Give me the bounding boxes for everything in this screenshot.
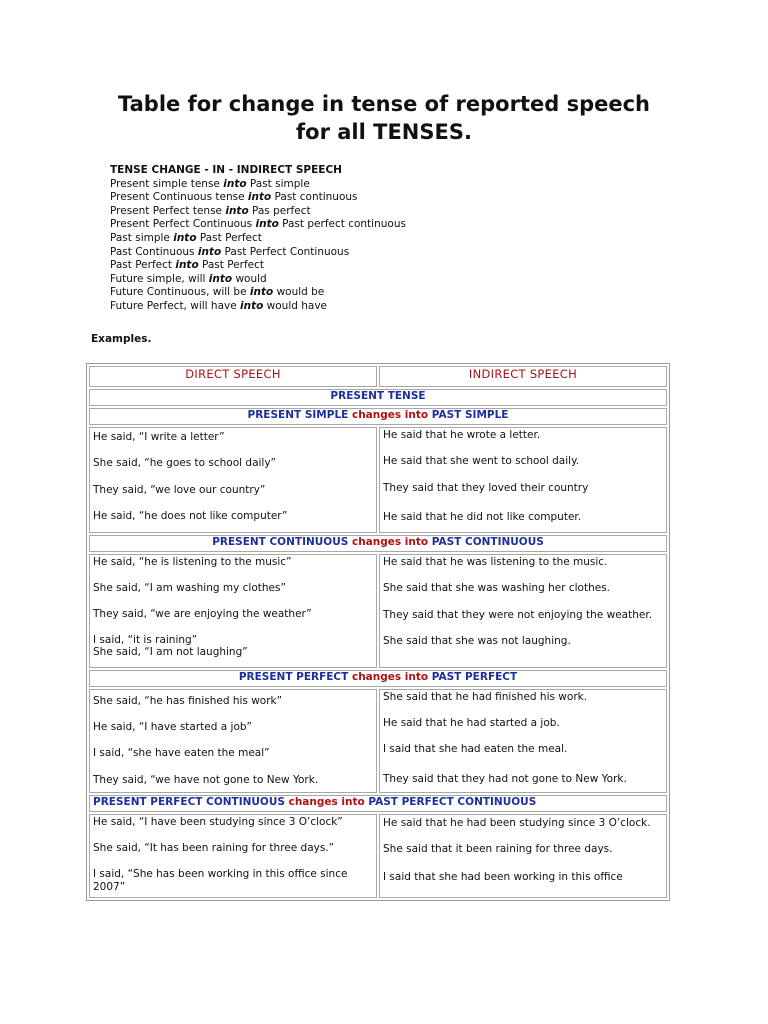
rule-to: would have	[266, 299, 328, 312]
group-heading	[89, 795, 667, 812]
rule-line	[110, 218, 406, 232]
indirect-speech-header: INDIRECT SPEECH	[379, 366, 667, 387]
changes-into: changes into	[351, 536, 429, 548]
indirect-sentence: He said that he had been studying since 3 O’clock.	[383, 817, 651, 829]
tense-to: PAST PERFECT	[431, 671, 518, 683]
direct-cell	[89, 554, 377, 668]
group-heading	[89, 408, 667, 425]
into-word: into	[249, 286, 274, 299]
indirect-sentence: He said that he wrote a letter.	[383, 429, 541, 441]
direct-sentence: He said, “I have started a job”	[93, 721, 252, 733]
group-heading-row	[89, 408, 667, 425]
group-heading	[89, 535, 667, 552]
tense-from: PRESENT SIMPLE	[247, 409, 349, 421]
into-word: into	[240, 299, 264, 312]
title-line-1: Table for change in tense of reported speech	[118, 92, 650, 116]
section-row	[89, 389, 667, 406]
rule-line	[110, 178, 406, 192]
direct-cell	[89, 427, 377, 533]
title-line-2: for all TENSES.	[296, 120, 472, 144]
rule-line	[110, 205, 406, 219]
into-word: into	[247, 191, 272, 204]
indirect-cell	[379, 554, 667, 668]
group-heading-row	[89, 670, 667, 687]
direct-speech-header: DIRECT SPEECH	[89, 366, 377, 387]
tense-to: PAST PERFECT CONTINUOUS	[368, 796, 537, 808]
rule-to: would	[235, 272, 267, 285]
indirect-sentence: I said that she had eaten the meal.	[383, 743, 568, 755]
rule-from: Past simple	[110, 231, 170, 244]
indirect-cell	[379, 814, 667, 898]
group-heading-row	[89, 535, 667, 552]
direct-sentence: She said, “I am not laughing”	[93, 646, 248, 658]
direct-sentence: I said, “She has been working in this office since 2007”	[93, 868, 348, 893]
rule-from: Present simple tense	[110, 177, 220, 190]
direct-sentence: She said, “he goes to school daily”	[93, 457, 276, 469]
rule-line	[110, 286, 406, 300]
rule-from: Present Perfect tense	[110, 204, 223, 217]
indirect-sentence: I said that she had been working in this office	[383, 871, 623, 883]
into-word: into	[208, 272, 233, 285]
tense-from: PRESENT PERFECT	[238, 671, 349, 683]
group-heading	[89, 670, 667, 687]
rule-to: would be	[276, 286, 325, 299]
rule-line	[110, 259, 406, 273]
rule-to: Past Perfect Continuous	[224, 245, 350, 258]
direct-cell	[89, 814, 377, 898]
into-word: into	[173, 231, 197, 244]
changes-into: changes into	[288, 796, 365, 808]
direct-sentence: He said, “he is listening to the music”	[93, 556, 292, 568]
rules-heading: TENSE CHANGE - IN - INDIRECT SPEECH	[110, 164, 342, 176]
group-heading-row	[89, 795, 667, 812]
indirect-sentence: He said that she went to school daily.	[383, 455, 580, 467]
indirect-sentence: She said that she was not laughing.	[383, 635, 571, 647]
section-title: PRESENT TENSE	[89, 389, 667, 406]
indirect-sentence: She said that he had finished his work.	[383, 691, 588, 703]
example-row	[89, 689, 667, 793]
rule-from: Past Continuous	[110, 245, 195, 258]
rule-line	[110, 300, 406, 314]
direct-sentence: She said, “It has been raining for three days.”	[93, 842, 335, 854]
example-row	[89, 427, 667, 533]
rule-to: Past simple	[249, 177, 310, 190]
direct-cell	[89, 689, 377, 793]
tense-from: PRESENT PERFECT CONTINUOUS	[93, 796, 285, 808]
example-row	[89, 554, 667, 668]
rule-to: Past continuous	[274, 191, 358, 204]
direct-sentence: They said, “we love our country”	[93, 484, 266, 496]
tense-change-rules	[110, 164, 406, 314]
indirect-sentence: He said that he had started a job.	[383, 717, 560, 729]
rule-line	[110, 246, 406, 260]
example-row	[89, 814, 667, 898]
rule-to: Past Perfect	[202, 259, 265, 272]
direct-sentence: They said, “we have not gone to New York.	[93, 774, 319, 786]
direct-sentence: I said, “she have eaten the meal”	[93, 747, 270, 759]
rule-line	[110, 232, 406, 246]
changes-into: changes into	[351, 671, 429, 683]
direct-sentence: She said, “I am washing my clothes”	[93, 582, 286, 594]
direct-sentence: They said, “we are enjoying the weather”	[93, 608, 312, 620]
tense-from: PRESENT CONTINUOUS	[212, 536, 349, 548]
rule-from: Future Continuous, will be	[110, 286, 247, 299]
into-word: into	[255, 218, 279, 231]
rule-to: Past perfect continuous	[282, 218, 406, 231]
table-header-row	[89, 366, 667, 387]
indirect-cell	[379, 427, 667, 533]
rule-from: Present Continuous tense	[110, 191, 245, 204]
direct-sentence: He said, “he does not like computer”	[93, 510, 288, 522]
into-word: into	[225, 204, 249, 217]
indirect-cell	[379, 689, 667, 793]
page-title	[40, 90, 728, 146]
indirect-sentence: He said that he was listening to the music.	[383, 556, 608, 568]
direct-sentence: She said, “he has finished his work”	[93, 695, 283, 707]
indirect-sentence: They said that they loved their country	[383, 482, 589, 494]
direct-sentence: I said, “it is raining”	[93, 634, 198, 646]
indirect-sentence: She said that she was washing her clothes.	[383, 582, 611, 594]
rule-line	[110, 273, 406, 287]
speech-table	[86, 363, 670, 901]
tense-to: PAST SIMPLE	[431, 409, 509, 421]
indirect-sentence: He said that he did not like computer.	[383, 511, 582, 523]
direct-sentence: He said, “I write a letter”	[93, 431, 225, 443]
indirect-sentence: She said that it been raining for three days.	[383, 843, 613, 855]
tense-to: PAST CONTINUOUS	[431, 536, 544, 548]
rule-from: Future simple, will	[110, 272, 206, 285]
rule-from: Present Perfect Continuous	[110, 218, 253, 231]
indirect-sentence: They said that they were not enjoying the weather.	[383, 609, 653, 621]
rule-from: Future Perfect, will have	[110, 299, 237, 312]
into-word: into	[223, 177, 247, 190]
indirect-sentence: They said that they had not gone to New York.	[383, 773, 627, 785]
rule-line	[110, 191, 406, 205]
rule-to: Past Perfect	[199, 231, 262, 244]
changes-into: changes into	[351, 409, 429, 421]
rule-from: Past Perfect	[110, 259, 173, 272]
into-word: into	[175, 259, 199, 272]
rule-to: Pas perfect	[252, 204, 311, 217]
examples-label: Examples.	[91, 333, 152, 345]
into-word: into	[197, 245, 222, 258]
direct-sentence: He said, “I have been studying since 3 O’clock”	[93, 816, 343, 828]
